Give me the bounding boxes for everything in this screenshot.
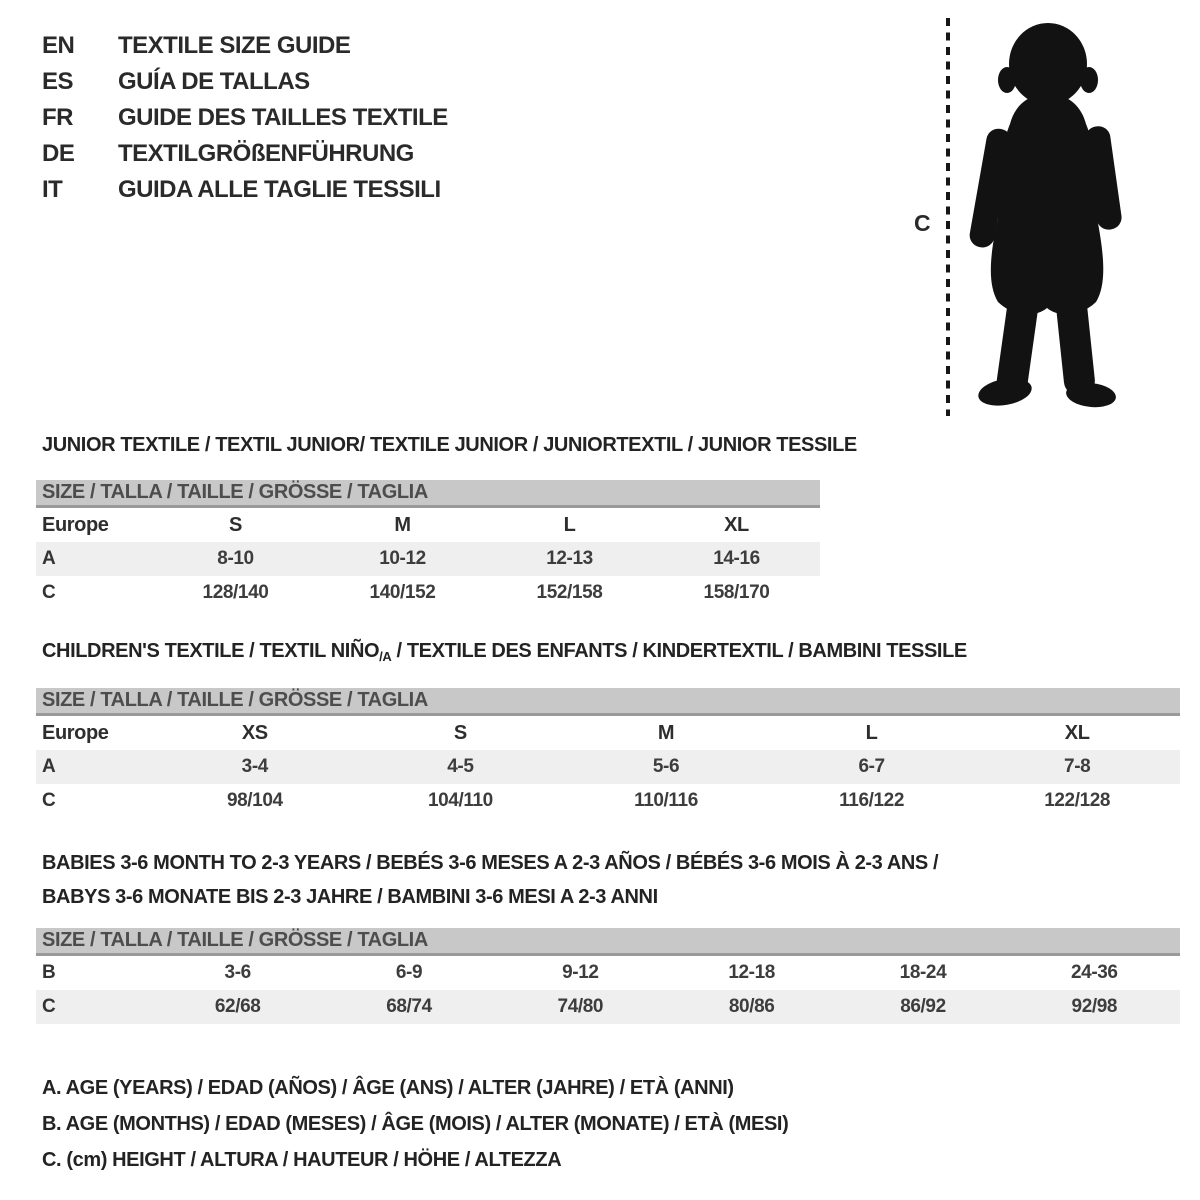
legend-line-a: A. AGE (YEARS) / EDAD (AÑOS) / ÂGE (ANS) / ALTER (JAHRE) / ETÀ (ANNI) bbox=[42, 1076, 734, 1099]
babies-b-v4: 18-24 bbox=[899, 962, 947, 983]
junior-header-row bbox=[36, 508, 820, 542]
children-c-v4: 122/128 bbox=[1044, 790, 1111, 811]
lang-row-es bbox=[42, 64, 448, 100]
babies-c-v5: 92/98 bbox=[1071, 996, 1118, 1017]
lang-row-en bbox=[42, 28, 448, 64]
children-a-v2: 5-6 bbox=[652, 756, 680, 777]
babies-c-v0: 62/68 bbox=[214, 996, 261, 1017]
junior-c-v1: 140/152 bbox=[369, 582, 436, 603]
babies-c-v3: 80/86 bbox=[728, 996, 775, 1017]
children-a-v1: 4-5 bbox=[447, 756, 474, 777]
toddler-silhouette-icon bbox=[960, 20, 1135, 418]
children-size-m: M bbox=[657, 721, 675, 744]
babies-size-band: SIZE / TALLA / TAILLE / GRÖSSE / TAGLIA bbox=[36, 928, 1180, 956]
lang-row-fr bbox=[42, 100, 448, 136]
legend-line-c: C. (cm) HEIGHT / ALTURA / HAUTEUR / HÖHE / ALTEZZA bbox=[42, 1148, 562, 1171]
babies-b-v2: 9-12 bbox=[562, 962, 599, 983]
height-figure bbox=[890, 0, 1190, 445]
junior-size-table bbox=[36, 480, 820, 610]
lang-title-en: TEXTILE SIZE GUIDE bbox=[118, 32, 351, 59]
babies-size-table bbox=[36, 928, 1180, 1024]
children-c-v3: 116/122 bbox=[839, 790, 904, 811]
junior-size-m: M bbox=[394, 513, 411, 536]
lang-row-de bbox=[42, 136, 448, 172]
babies-row-c-label: C bbox=[42, 996, 56, 1017]
children-heading-part2: / TEXTILE DES ENFANTS / KINDERTEXTIL / BAMBINI TESSILE bbox=[391, 640, 967, 662]
children-header-row bbox=[36, 716, 1180, 750]
children-c-v0: 98/104 bbox=[226, 790, 283, 811]
children-row-a bbox=[36, 750, 1180, 784]
height-c-label: C bbox=[914, 210, 931, 236]
lang-title-es: GUÍA DE TALLAS bbox=[118, 68, 310, 95]
lang-title-de: TEXTILGRÖßENFÜHRUNG bbox=[118, 140, 414, 167]
babies-heading-line1: BABIES 3-6 MONTH TO 2-3 YEARS / BEBÉS 3-6 MESES A 2-3 AÑOS / BÉBÉS 3-6 MOIS À 2-3 ANS / bbox=[42, 852, 939, 874]
junior-size-s: S bbox=[229, 513, 242, 536]
babies-b-v0: 3-6 bbox=[224, 962, 251, 983]
junior-size-xl: XL bbox=[724, 513, 749, 536]
children-region-label: Europe bbox=[42, 721, 109, 744]
children-row-c bbox=[36, 784, 1180, 818]
junior-row-c bbox=[36, 576, 820, 610]
children-size-l: L bbox=[865, 721, 878, 744]
children-heading-part1: CHILDREN'S TEXTILE / TEXTIL NIÑO bbox=[42, 640, 380, 662]
lang-row-it bbox=[42, 172, 448, 208]
babies-b-v1: 6-9 bbox=[395, 962, 423, 983]
lang-title-it: GUIDA ALLE TAGLIE TESSILI bbox=[118, 176, 441, 203]
babies-c-v1: 68/74 bbox=[386, 996, 432, 1017]
junior-row-c-label: C bbox=[42, 582, 56, 603]
children-size-s: S bbox=[453, 721, 467, 744]
lang-code-es: ES bbox=[42, 68, 74, 95]
lang-code-en: EN bbox=[42, 32, 75, 59]
lang-code-de: DE bbox=[42, 140, 75, 167]
junior-c-v3: 158/170 bbox=[703, 582, 770, 603]
junior-row-a bbox=[36, 542, 820, 576]
lang-code-it: IT bbox=[42, 176, 63, 203]
legend bbox=[42, 1070, 788, 1178]
junior-size-band: SIZE / TALLA / TAILLE / GRÖSSE / TAGLIA bbox=[36, 480, 820, 508]
junior-a-v1: 10-12 bbox=[379, 548, 426, 569]
lang-code-fr: FR bbox=[42, 104, 73, 131]
children-size-table bbox=[36, 688, 1180, 818]
children-a-v0: 3-4 bbox=[241, 756, 268, 777]
junior-c-v2: 152/158 bbox=[536, 582, 603, 603]
junior-a-v0: 8-10 bbox=[217, 548, 254, 569]
children-a-v4: 7-8 bbox=[1064, 756, 1091, 777]
junior-c-v0: 128/140 bbox=[202, 582, 269, 603]
junior-a-v2: 12-13 bbox=[546, 548, 593, 569]
children-a-v3: 6-7 bbox=[858, 756, 885, 777]
children-size-xs: XS bbox=[241, 721, 268, 744]
junior-size-l: L bbox=[563, 513, 576, 536]
children-c-v1: 104/110 bbox=[427, 790, 493, 811]
babies-c-v2: 74/80 bbox=[557, 996, 604, 1017]
junior-section-heading: JUNIOR TEXTILE / TEXTIL JUNIOR/ TEXTILE JUNIOR / JUNIORTEXTIL / JUNIOR TESSILE bbox=[42, 434, 857, 456]
junior-row-a-label: A bbox=[42, 548, 56, 569]
babies-section-heading bbox=[42, 846, 938, 914]
junior-a-v3: 14-16 bbox=[713, 548, 760, 569]
height-dashed-line bbox=[946, 18, 950, 416]
lang-title-fr: GUIDE DES TAILLES TEXTILE bbox=[118, 104, 448, 131]
legend-line-b: B. AGE (MONTHS) / EDAD (MESES) / ÂGE (MOIS) / ALTER (MONATE) / ETÀ (MESI) bbox=[42, 1112, 789, 1135]
language-header bbox=[42, 28, 448, 208]
babies-c-v4: 86/92 bbox=[900, 996, 946, 1017]
junior-region-label: Europe bbox=[42, 513, 109, 536]
babies-b-v5: 24-36 bbox=[1071, 962, 1118, 983]
children-section-heading bbox=[42, 640, 967, 664]
babies-row-b bbox=[36, 956, 1180, 990]
children-row-a-label: A bbox=[42, 756, 56, 777]
babies-b-v3: 12-18 bbox=[728, 962, 775, 983]
children-row-c-label: C bbox=[42, 790, 56, 811]
babies-row-b-label: B bbox=[42, 962, 56, 983]
children-size-xl: XL bbox=[1064, 721, 1090, 744]
babies-row-c bbox=[36, 990, 1180, 1024]
children-size-band: SIZE / TALLA / TAILLE / GRÖSSE / TAGLIA bbox=[36, 688, 1180, 716]
children-heading-subscript: /A bbox=[379, 649, 392, 664]
babies-heading-line2: BABYS 3-6 MONATE BIS 2-3 JAHRE / BAMBINI 3-6 MESI A 2-3 ANNI bbox=[42, 886, 658, 908]
children-c-v2: 110/116 bbox=[634, 790, 698, 811]
